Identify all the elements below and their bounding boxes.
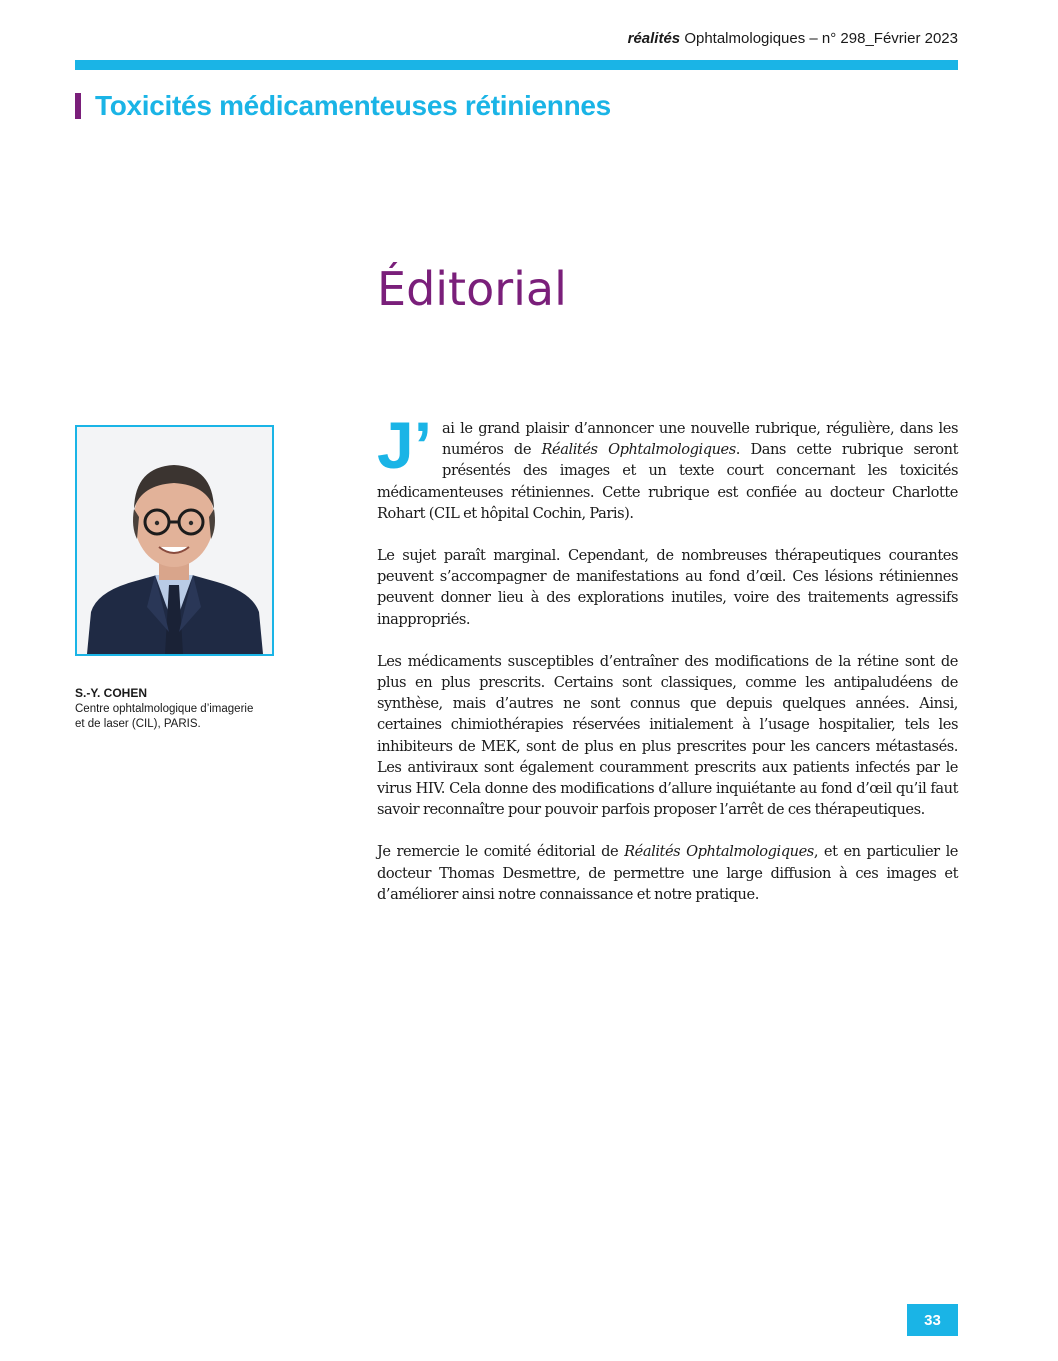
section-heading	[75, 90, 611, 122]
running-header	[628, 30, 958, 47]
paragraph: Le sujet paraît marginal. Cependant, de nombreuses thérapeutiques courantes peuvent s’accompagner de manifestations au fond d’œil. Ces lésions rétiniennes peuvent donner lieu à des explorations inutiles, voire des traitements agressifs inappropriés.	[377, 547, 958, 628]
author-block	[75, 686, 285, 732]
page-number: 33	[907, 1304, 958, 1336]
author-photo	[75, 425, 274, 656]
section-marker	[75, 93, 81, 119]
issue-info: Ophtalmologiques – n° 298_Février 2023	[680, 30, 958, 47]
journal-brand: réalités	[627, 30, 681, 47]
paragraph: Les médicaments susceptibles d’entraîner des modifications de la rétine sont de plus en plus prescrits. Certains sont classiques, comme les antipaludéens de synthèse, mais d’autres ne sont connus que depuis quelques années. Ainsi, certaines chimiothérapies réservées initialement à l’usage hospitalier, tels les inhibiteurs de MEK, sont de plus en plus prescrites pour les cancers métastasés. Les antiviraux sont également couramment prescrits aux patients infectés par le virus HIV. Cela donne des modifications d’allure inquiétante au fond d’œil qu’il faut savoir reconnaître pour pouvoir parfois proposer l’arrêt de ces thérapeutiques.	[377, 652, 958, 819]
journal-name: Réalités Ophtalmologiques	[541, 441, 736, 459]
drop-cap: J’	[377, 408, 433, 482]
text-run: Je remercie le comité éditorial de	[377, 843, 625, 861]
header-rule	[75, 60, 958, 70]
journal-name: Réalités Ophtalmologiques	[624, 843, 814, 861]
text-run: , et en particulier le docteur Thomas Desmettre, de permettre une large diffusion à ces images et d’améliorer ainsi notre connaissance et notre pratique.	[377, 843, 958, 903]
author-affiliation	[75, 702, 285, 732]
text-run: ai le grand plaisir d’annoncer une nouvelle rubrique, régulière, dans les numéros de	[442, 420, 958, 459]
editorial-body	[377, 408, 958, 926]
paragraph	[377, 408, 958, 524]
section-title: Toxicités médicamenteuses rétiniennes	[95, 90, 611, 121]
paragraph	[377, 841, 958, 905]
editorial-title: Éditorial	[377, 262, 567, 316]
affiliation-line: et de laser (CIL), PARIS.	[75, 718, 201, 730]
affiliation-line: Centre ophtalmologique d’imagerie	[75, 703, 254, 715]
author-name: S.-Y. COHEN	[75, 686, 148, 700]
text-run: . Dans cette rubrique seront présentés des images et un texte court concernant les toxicités médicamenteuses rétiniennes. Cette rubrique est confiée au docteur Charlotte Rohart (CIL et hôpital Cochin, Paris).	[377, 441, 958, 522]
portrait-illustration	[77, 427, 272, 654]
